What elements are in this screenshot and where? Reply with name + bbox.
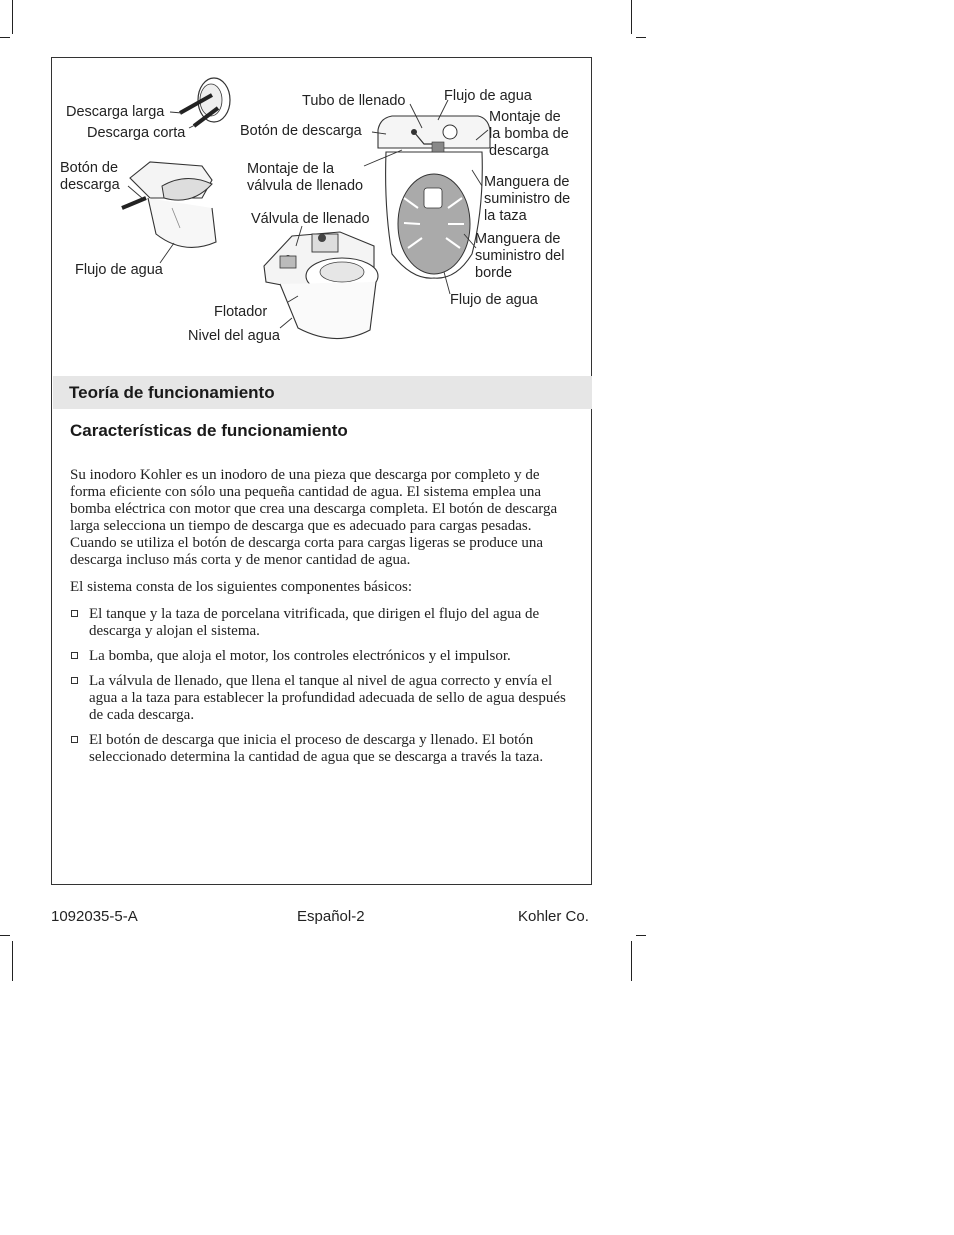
section-header-bar	[53, 376, 592, 409]
crop-mark	[636, 37, 646, 38]
list-item: El botón de descarga que inicia el proceso de descarga y llenado. El botón seleccionado determina la cantidad de agua que se descarga a través la taza.	[70, 732, 575, 766]
footer-page-number: Español-2	[297, 908, 365, 925]
label-descarga-larga: Descarga larga	[66, 104, 165, 120]
content-frame	[51, 57, 592, 885]
label-manguera-taza: Manguera de suministro de la taza	[484, 174, 571, 224]
footer-company: Kohler Co.	[518, 908, 589, 925]
label-flotador: Flotador	[214, 304, 268, 320]
body-text	[70, 467, 575, 774]
crop-mark	[0, 935, 10, 936]
label-flujo-agua-top: Flujo de agua	[444, 88, 532, 104]
crop-mark	[636, 935, 646, 936]
intro-paragraph: Su inodoro Kohler es un inodoro de una pieza que descarga por completo y de forma eficiente con sólo una pequeña cantidad de agua. El sistema emplea una bomba eléctrica con motor que crea una descarga completa. El botón de descarga larga selecciona un tiempo de descarga que es adecuado para cargas pesadas. Cuando se utiliza el botón de descarga corta para cargas ligeras se produce una descarga incluso más corta y de menor cantidad de agua.	[70, 467, 558, 568]
label-boton-descarga-left: Botón de descarga	[60, 160, 120, 193]
crop-mark	[12, 0, 13, 34]
components-list	[70, 606, 575, 766]
label-montaje-bomba: Montaje de la bomba de descarga	[489, 109, 569, 159]
toilet-side-drawing	[122, 162, 216, 263]
list-item: El tanque y la taza de porcelana vitrificada, que dirigen el flujo del agua de descarga y alojan el sistema.	[70, 606, 575, 640]
section-subtitle: Características de funcionamiento	[70, 421, 348, 440]
section-title: Teoría de funcionamiento	[69, 383, 275, 402]
label-valvula-llenado: Válvula de llenado	[251, 211, 370, 227]
crop-mark	[12, 941, 13, 981]
checkbox-bullet-icon	[71, 652, 78, 659]
footer-doc-number: 1092035-5-A	[51, 908, 138, 925]
label-tubo-llenado: Tubo de llenado	[302, 93, 406, 109]
label-flujo-agua-right: Flujo de agua	[450, 292, 538, 308]
label-montaje-valvula: Montaje de la válvula de llenado	[247, 161, 364, 194]
checkbox-bullet-icon	[71, 610, 78, 617]
list-item: La bomba, que aloja el motor, los controles electrónicos y el impulsor.	[70, 648, 575, 665]
checkbox-bullet-icon	[71, 677, 78, 684]
label-descarga-corta: Descarga corta	[87, 125, 186, 141]
label-boton-descarga-center: Botón de descarga	[240, 123, 362, 139]
flush-buttons-drawing	[170, 78, 230, 128]
list-item: La válvula de llenado, que llena el tanque al nivel de agua correcto y envía el agua a la taza para establecer la profundidad adecuada de sello de agua después de cada descarga.	[70, 673, 575, 724]
toilet-top-view-drawing	[364, 100, 490, 294]
crop-mark	[631, 941, 632, 981]
crop-mark	[0, 37, 10, 38]
label-nivel-agua: Nivel del agua	[188, 328, 280, 344]
toilet-front-drawing	[264, 226, 378, 339]
crop-mark	[631, 0, 632, 34]
label-flujo-agua-left: Flujo de agua	[75, 262, 163, 278]
components-intro: El sistema consta de los siguientes componentes básicos:	[70, 579, 413, 595]
checkbox-bullet-icon	[71, 736, 78, 743]
label-manguera-borde: Manguera de suministro del borde	[475, 231, 565, 281]
